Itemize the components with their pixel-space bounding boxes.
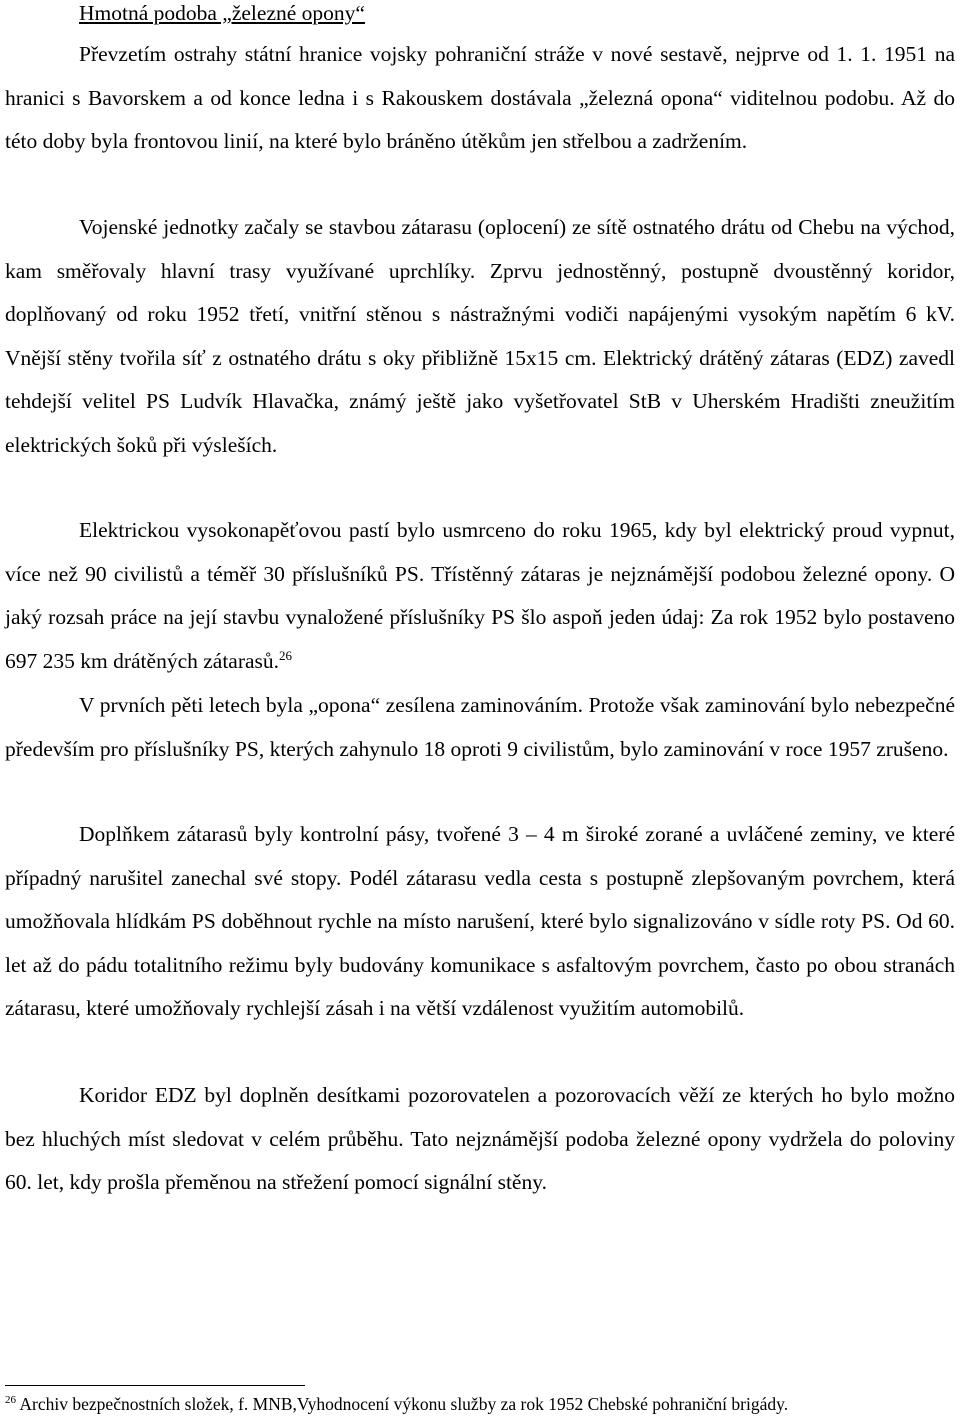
paragraph-3: Elektrickou vysokonapěťovou pastí bylo usmrceno do roku 1965, kdy byl elektrický proud vypnut, více než 90 civilistů a téměř 30 příslušníků PS. Třístěnný zátaras je nejznámější podobou železné opony. O jaký rozsah práce na její stavbu vynaložené příslušníky PS šlo aspoň jeden údaj: Za rok 1952 bylo postaveno 697 235 km drátěných zátarasů.$^{26}$ [5, 518, 955, 673]
paragraph-5: Doplňkem zátarasů byly kontrolní pásy, tvořené 3 – 4 m široké zorané a uvláčené zeminy, ve které případný narušitel zanechal své stopy. Podél zátarasu vedla cesta s postupně zlepšovaným povrchem, která umožňovala hlídkám PS doběhnout rychle na místo narušení, které bylo signalizováno v sídle roty PS. Od 60. let až do pádu totalitního režimu byly budovány komunikace s asfaltovým povrchem, často po obou stranách zátarasu, které umožňovaly rychlejší zásah i na větší vzdálenost využitím automobilů. [5, 822, 955, 1020]
footnote-number: 26 [5, 1394, 16, 1406]
paragraph-2: Vojenské jednotky začaly se stavbou zátarasu (oplocení) ze sítě ostnatého drátu od Chebu na východ, kam směřovaly hlavní trasy využívané uprchlíky. Zprvu jednostěnný, postupně dvoustěnný koridor, doplňovaný od roku 1952 třetí, vnitřní stěnou s nástražnými vodiči napájenými vysokým napětím 6 kV. Vnější stěny tvořila síť z ostnatého drátu s oky přibližně 15x15 cm. Elektrický drátěný zátaras (EDZ) zavedl tehdejší velitel PS Ludvík Hlavačka, známý ještě jako vyšetřovatel StB v Uherském Hradišti zneužitím elektrických šoků při výsleších. [5, 215, 955, 457]
paragraph-4: V prvních pěti letech byla „opona“ zesílena zaminováním. Protože však zaminování bylo nebezpečné především pro příslušníky PS, kterých zahynulo 18 oproti 9 civilistům, bylo zaminování v roce 1957 zrušeno. [5, 693, 955, 761]
footnote-text: Archiv bezpečnostních složek, f. MNB,Vyhodnocení výkonu služby za rok 1952 Chebské pohraniční brigády. [19, 1394, 789, 1414]
footnote-reference: 26 [279, 647, 293, 663]
footnote [5, 1392, 788, 1416]
paragraph-6: Koridor EDZ byl doplněn desítkami pozorovatelen a pozorovacích věží ze kterých ho bylo možno bez hluchých míst sledovat v celém průběhu. Tato nejznámější podoba železné opony vydržela do poloviny 60. let, kdy prošla přeměnou na střežení pomocí signální stěny. [5, 1083, 955, 1194]
footnote-divider [5, 1385, 305, 1386]
paragraph-1: Převzetím ostrahy státní hranice vojsky pohraniční stráže v nové sestavě, nejprve od 1. 1. 1951 na hranici s Bavorskem a od konce ledna i s Rakouskem dostávala „železná opona“ viditelnou podobu. Až do této doby byla frontovou linií, na které bylo bráněno útěkům jen střelbou a zadržením. [5, 42, 955, 153]
section-heading: Hmotná podoba „železné opony“ [79, 1, 365, 25]
